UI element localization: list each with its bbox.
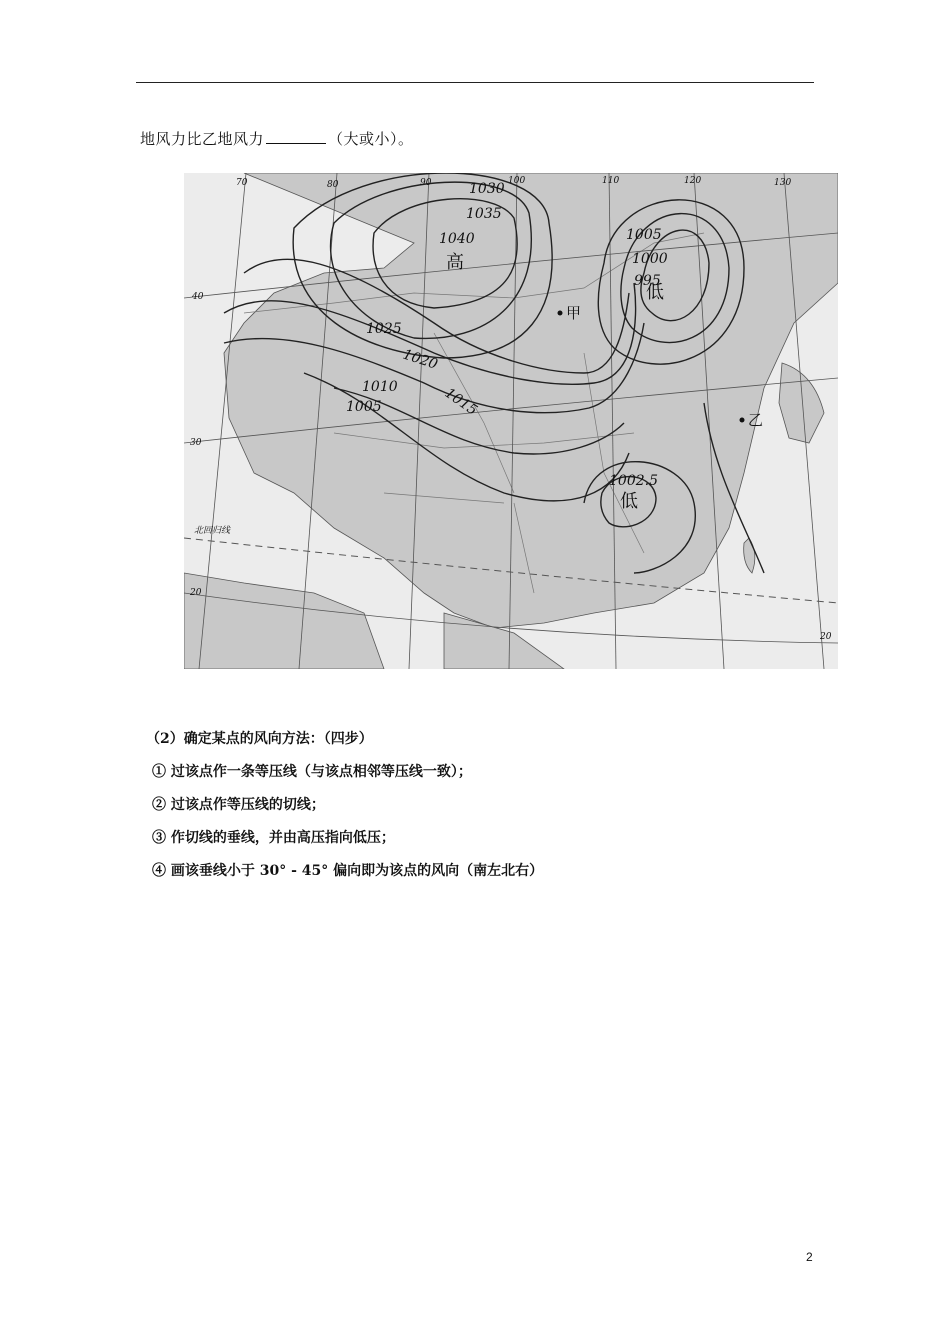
lon-label: 130 xyxy=(774,178,792,188)
page-number: 2 xyxy=(806,1250,813,1264)
isobar-label: 1035 xyxy=(466,206,502,222)
header-rule xyxy=(136,82,814,83)
method-title: （2）确定某点的风向方法：（四步） xyxy=(146,731,373,747)
method-step: ④ 画该垂线小于 30° - 45° 偏向即为该点的风向（南左北右） xyxy=(152,863,544,879)
method-step: ② 过该点作等压线的切线； xyxy=(152,797,325,813)
isobar-label: 1010 xyxy=(362,379,398,395)
lat-label: 40 xyxy=(192,292,204,302)
lon-label: 110 xyxy=(602,176,620,186)
isobar-label: 1040 xyxy=(439,231,475,247)
low-center: 低 xyxy=(620,491,638,512)
isobar-map xyxy=(184,173,838,669)
isobar-label: 1015 xyxy=(441,385,481,419)
lon-label: 70 xyxy=(236,178,248,188)
isobar-label: 1020 xyxy=(400,346,440,373)
method-step: ③ 作切线的垂线，并由高压指向低压； xyxy=(152,830,395,846)
lon-label: 80 xyxy=(327,180,339,190)
lat-label: 20 xyxy=(820,632,832,642)
isobar-label: 1002.5 xyxy=(609,473,658,489)
isobar-label: 1030 xyxy=(469,181,505,197)
point-jia: 甲 xyxy=(566,304,582,322)
intro-after: （大或小）。 xyxy=(328,130,414,148)
lon-label: 100 xyxy=(508,176,526,186)
isobar-label: 1000 xyxy=(632,251,668,267)
high-center: 高 xyxy=(446,252,464,273)
isobar-label: 995 xyxy=(634,273,661,289)
isobar-label: 1005 xyxy=(346,399,382,415)
isobar-label: 1005 xyxy=(626,227,662,243)
intro-before: 地风力比乙地风力 xyxy=(140,130,265,148)
lat-label: 30 xyxy=(190,438,202,448)
low-center: 低 xyxy=(646,282,664,303)
lon-label: 120 xyxy=(684,176,702,186)
method-step: ① 过该点作一条等压线（与该点相邻等压线一致）； xyxy=(152,764,472,780)
isobar-label: 1025 xyxy=(366,321,402,337)
lon-label: 90 xyxy=(420,178,432,188)
tropic-label: 北回归线 xyxy=(194,526,231,536)
lat-label: 20 xyxy=(190,588,202,598)
answer-blank xyxy=(266,129,326,144)
intro-sentence xyxy=(140,128,414,149)
point-yi: 乙 xyxy=(748,411,764,429)
